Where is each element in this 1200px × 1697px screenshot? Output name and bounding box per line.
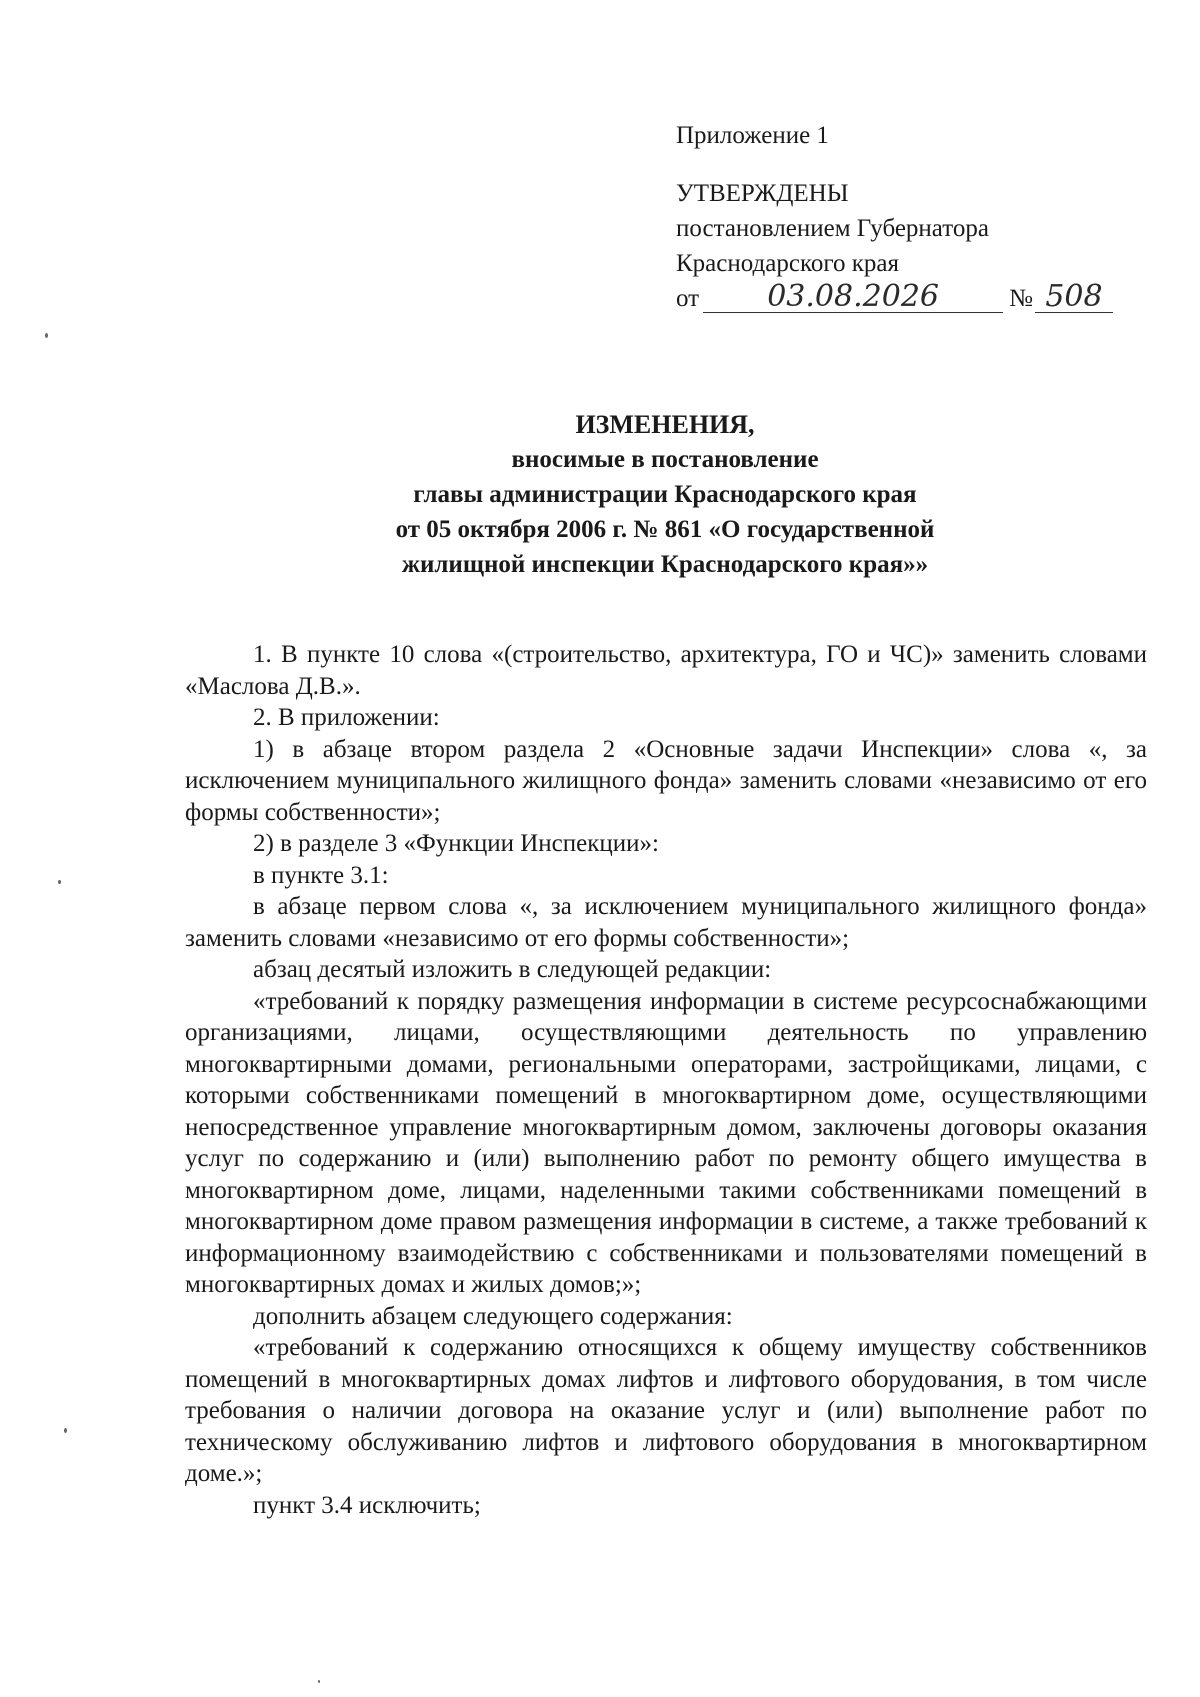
title-line-3: главы администрации Краснодарского края [413, 481, 917, 508]
title-line-1: ИЗМЕНЕНИЯ, [575, 410, 755, 439]
paragraph: в пункте 3.1: [253, 861, 389, 889]
paragraph: 1. В пункте 10 слова «(строительство, архитектура, ГО и ЧС)» заменить словами «Маслова Д.В.». [185, 641, 1147, 700]
date-number-line [676, 281, 1156, 316]
from-label: от [676, 285, 700, 312]
title-line-2: вносимые в постановление [511, 446, 819, 473]
handwritten-number: 508 [1035, 282, 1113, 313]
paragraph: 2) в разделе 3 «Функции Инспекции»: [253, 830, 659, 857]
scan-speck [58, 880, 61, 884]
paragraph: пункт 3.4 исключить; [253, 1491, 481, 1519]
number-label: № [1009, 285, 1033, 312]
paragraph: «требований к порядку размещения информации в системе ресурсоснабжающими организациями, лицами, осуществляющими деятельность по управлению многоквартирными домами, региональными операторами, застройщиками, лицами, с которыми собственниками помещений в многоквартирном доме, осуществляющими непосредственное управление многоквартирным домом, заключены договоры оказания услуг по содержанию и (или) выполнению работ по ремонту общего имущества в многоквартирном доме, лицами, наделенными такими собственниками помещений в многоквартирном доме правом размещения информации в системе, а также требований к информационному взаимодействию с собственниками и пользователями помещений в многоквартирных домах и жилых домов;»; [185, 987, 1147, 1298]
paragraph: 2. В приложении: [253, 704, 440, 731]
title-line-5: жилищной инспекции Краснодарского края»» [401, 551, 929, 578]
scan-speck [64, 1428, 67, 1433]
document-title [185, 407, 1145, 582]
paragraph: «требований к содержанию относящихся к общему имуществу собственников помещений в многоквартирных домах лифтов и лифтового оборудования, в том числе требования о наличии договора на оказание услуг и (или) выполнение работ по техническому обслуживанию лифтов и лифтового оборудования в многоквартирном доме.»; [185, 1334, 1147, 1487]
scan-speck [318, 1680, 320, 1683]
title-line-4: от 05 октября 2006 г. № 861 «О государственной [395, 516, 935, 543]
approved-by-line-2: Краснодарского края [676, 250, 899, 277]
paragraph: абзац десятый изложить в следующей редакции: [253, 956, 772, 983]
approved-heading: УТВЕРЖДЕНЫ [676, 180, 849, 207]
paragraph: дополнить абзацем следующего содержания: [253, 1302, 733, 1330]
handwritten-date: 03.08.2026 [703, 282, 1003, 313]
approved-by-line-1: постановлением Губернатора [676, 215, 989, 242]
approval-block [676, 118, 1156, 316]
document-body [185, 639, 1147, 1521]
paragraph: в абзаце первом слова «, за исключением муниципального жилищного фонда» заменить словами «независимо от его формы собственности»; [185, 893, 1147, 952]
paragraph: 1) в абзаце втором раздела 2 «Основные задачи Инспекции» слова «, за исключением муниципального жилищного фонда» заменить словами «независимо от его формы собственности»; [185, 735, 1147, 826]
scan-speck [45, 333, 48, 338]
appendix-label: Приложение 1 [676, 122, 829, 149]
